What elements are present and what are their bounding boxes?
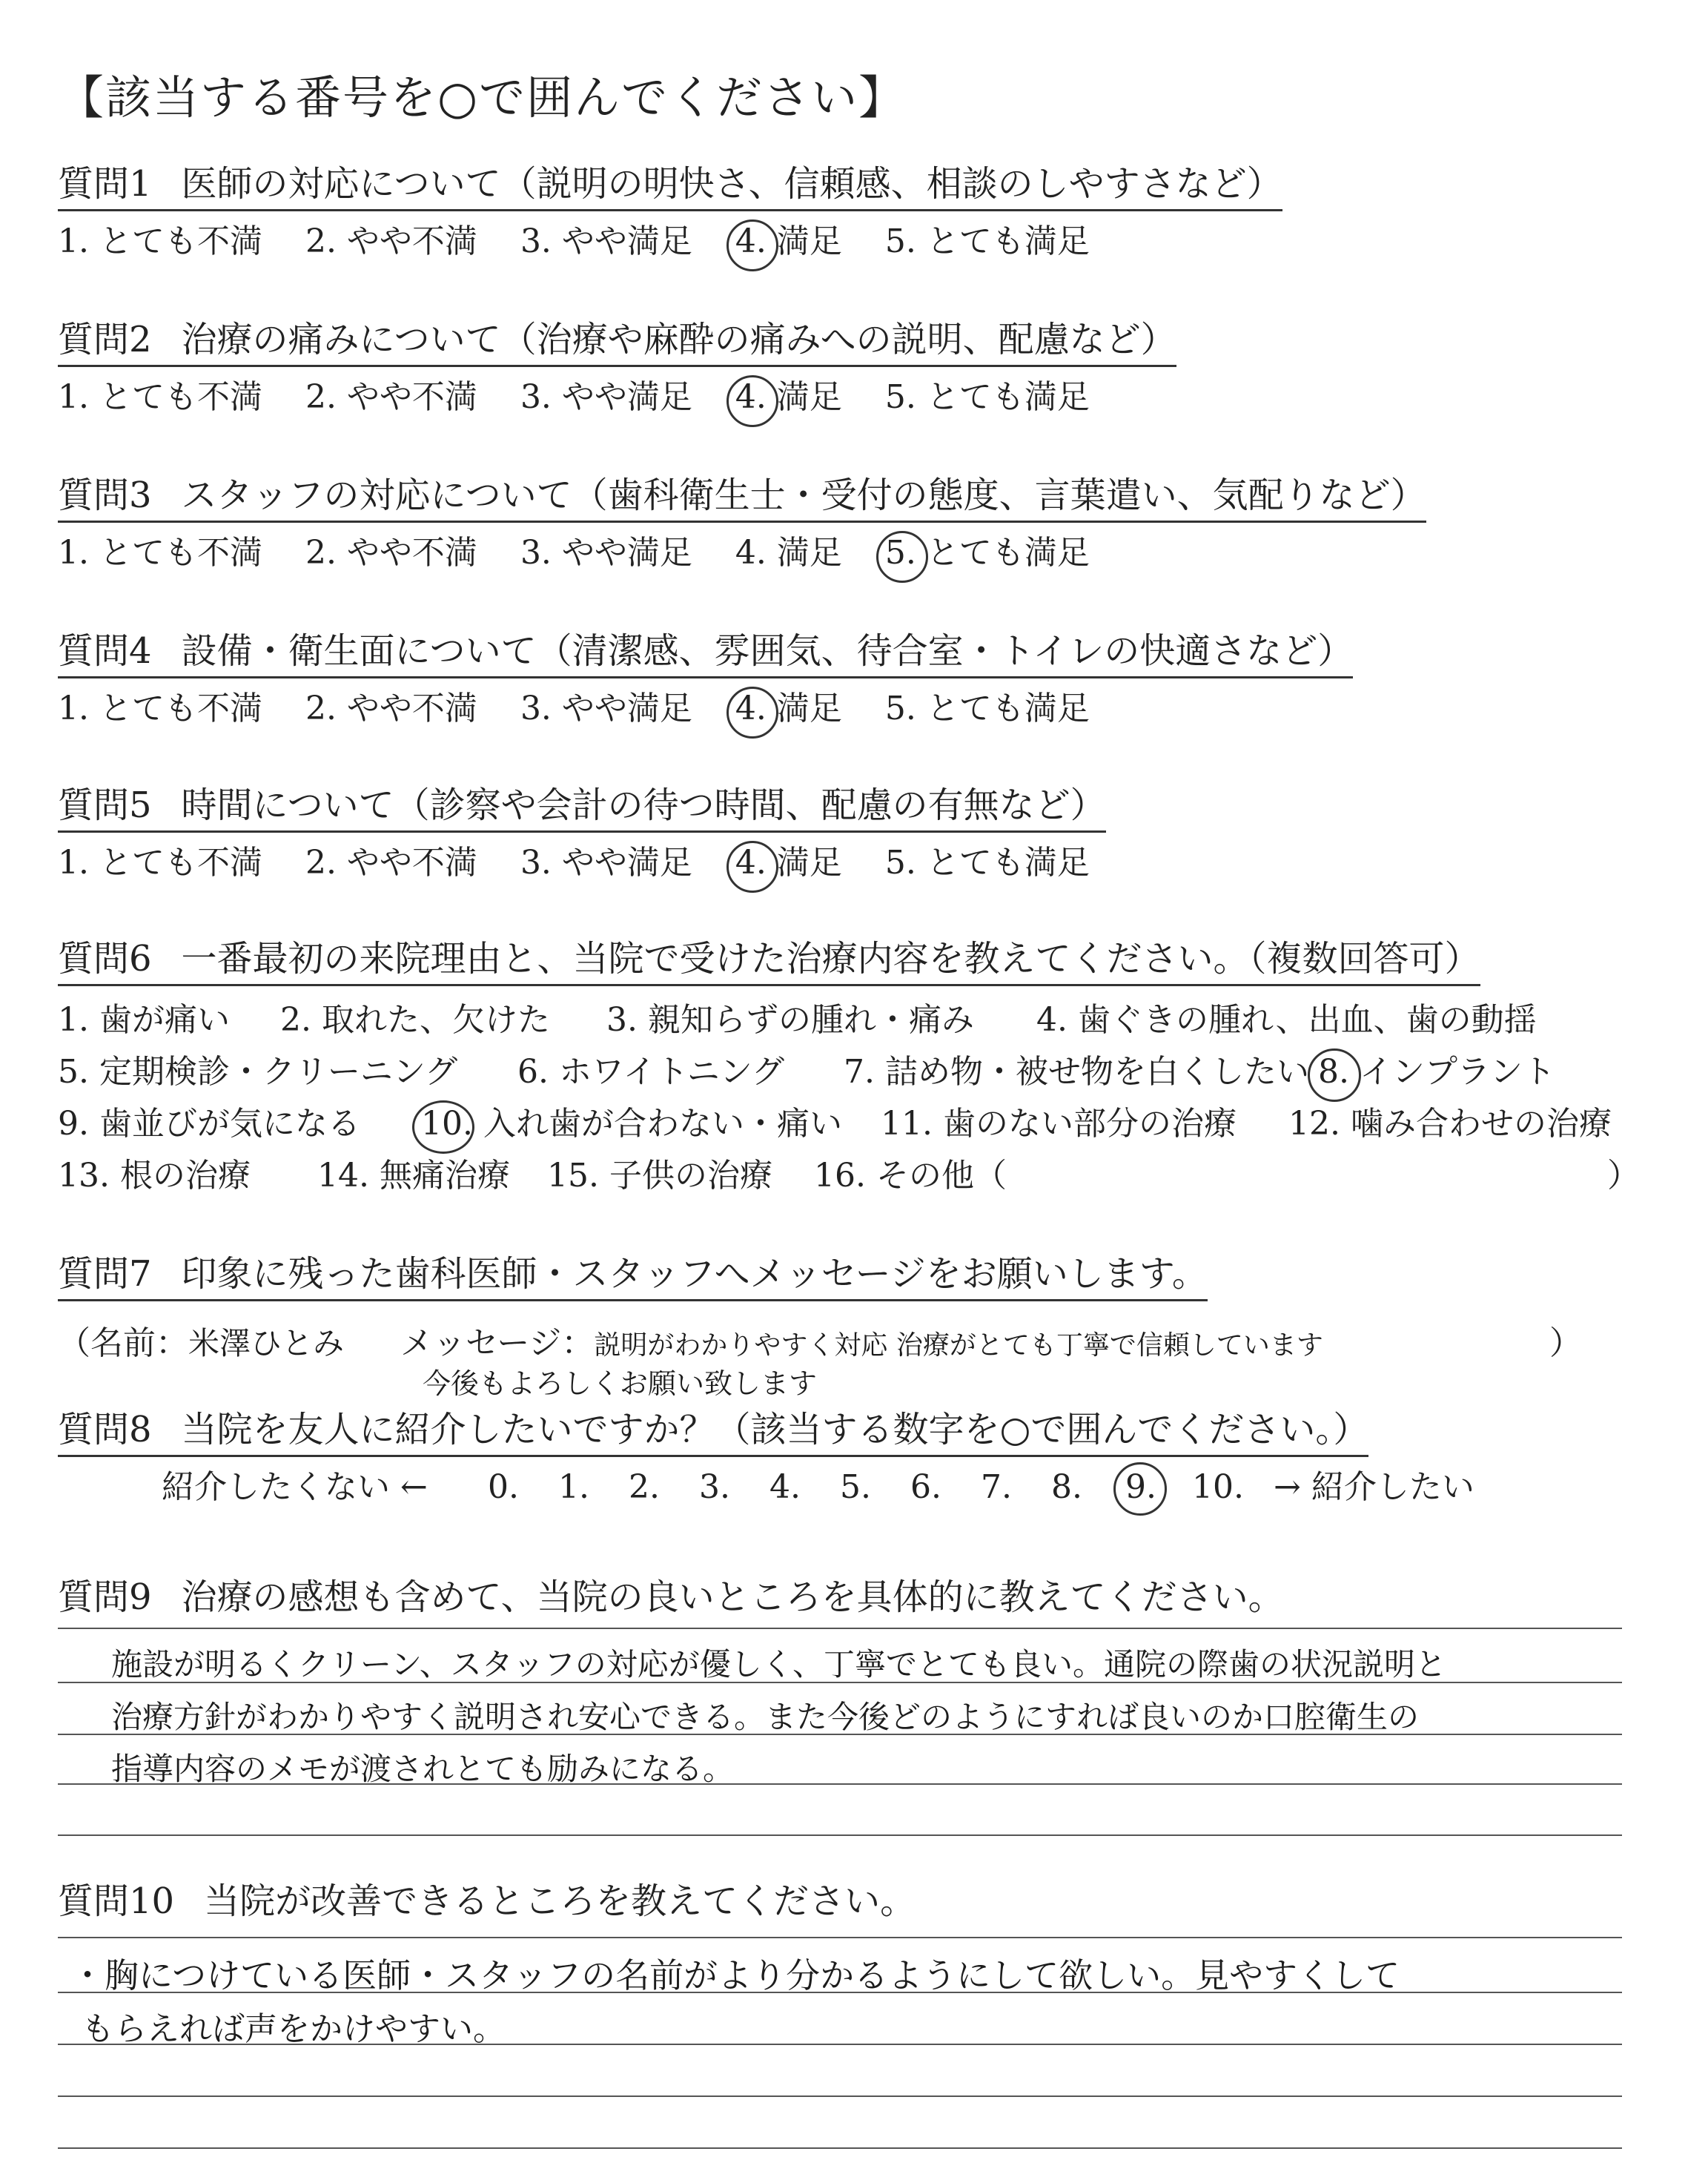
q6-circle-8	[1308, 1048, 1361, 1102]
q1-title	[58, 163, 1282, 211]
q2-option-3[interactable]: 3. やや満足	[520, 378, 692, 416]
q8-number-7[interactable]: 7.	[981, 1468, 1012, 1506]
q8-number-2[interactable]: 2.	[629, 1468, 660, 1506]
q10-rule-3	[58, 2044, 1622, 2045]
q9-rule-4	[58, 1783, 1622, 1785]
q4-options	[58, 690, 1133, 729]
q1-option-4[interactable]: 4. 満足	[735, 222, 842, 260]
q10-answer-line-1[interactable]: ・胸につけている医師・スタッフの名前がより分かるようにして欲しい。見やすくして	[70, 1955, 1400, 1995]
q2-option-1[interactable]: 1. とても不満	[58, 378, 262, 416]
q7-name-prefix: （名前：	[58, 1324, 188, 1362]
q8-left-label: 紹介したくない ←	[162, 1468, 428, 1506]
q10-rule-5	[58, 2147, 1622, 2149]
q6-option-6[interactable]: 6. ホワイトニング	[517, 1053, 785, 1091]
q8-label: 質問8	[58, 1409, 152, 1450]
q6-option-12[interactable]: 12. 噛み合わせの治療	[1288, 1105, 1612, 1143]
q10-rule-4	[58, 2095, 1622, 2097]
q6-option-14[interactable]: 14. 無痛治療	[317, 1157, 510, 1195]
q4-option-4[interactable]: 4. 満足	[735, 690, 842, 727]
q1-options	[58, 222, 1133, 262]
q3-option-3[interactable]: 3. やや満足	[520, 534, 692, 572]
q9-label: 質問9	[58, 1576, 152, 1618]
q6-title	[58, 938, 1480, 986]
q3-option-4[interactable]: 4. 満足	[735, 534, 842, 572]
q8-number-5[interactable]: 5.	[840, 1468, 871, 1506]
q5-option-4[interactable]: 4. 満足	[735, 844, 842, 882]
q9-title	[58, 1568, 1284, 1619]
q3-options	[58, 534, 1133, 573]
q9-rule-1	[58, 1628, 1622, 1629]
q2-title	[58, 319, 1176, 367]
q5-option-2[interactable]: 2. やや不満	[305, 844, 477, 882]
q4-option-2[interactable]: 2. やや不満	[305, 690, 477, 727]
q7-message-line-2[interactable]: 今後もよろしくお願い致します	[423, 1367, 818, 1400]
q6-option-7[interactable]: 7. 詰め物・被せ物を白くしたい	[844, 1053, 1309, 1091]
page-heading: 【該当する番号を○で囲んでください】	[58, 70, 907, 125]
q6-other-close: ）	[1607, 1157, 1640, 1195]
q6-label: 質問6	[58, 938, 152, 980]
q4-title	[58, 630, 1353, 678]
q8-number-3[interactable]: 3.	[699, 1468, 730, 1506]
q1-text: 医師の対応について（説明の明快さ、信頼感、相談のしやすさなど）	[181, 163, 1282, 205]
q2-option-4[interactable]: 4. 満足	[735, 378, 842, 416]
q7-text: 印象に残った歯科医師・スタッフへメッセージをお願いします。	[181, 1253, 1208, 1295]
q9-rule-3	[58, 1734, 1622, 1735]
q3-option-1[interactable]: 1. とても不満	[58, 534, 262, 572]
q2-option-5[interactable]: 5. とても満足	[884, 378, 1090, 416]
q2-label: 質問2	[58, 319, 152, 360]
q8-title	[58, 1409, 1368, 1457]
q6-option-2[interactable]: 2. 取れた、欠けた	[280, 1001, 550, 1039]
q1-option-2[interactable]: 2. やや不満	[305, 222, 477, 260]
q1-option-1[interactable]: 1. とても不満	[58, 222, 262, 260]
q2-option-2[interactable]: 2. やや不満	[305, 378, 477, 416]
q1-label: 質問1	[58, 163, 152, 205]
q8-number-0[interactable]: 0.	[488, 1468, 519, 1506]
q10-label: 質問10	[58, 1880, 175, 1922]
q4-text: 設備・衛生面について（清潔感、雰囲気、待合室・トイレの快適さなど）	[181, 630, 1354, 672]
q2-text: 治療の痛みについて（治療や麻酔の痛みへの説明、配慮など）	[181, 319, 1176, 360]
q6-option-3[interactable]: 3. 親知らずの腫れ・痛み	[606, 1001, 974, 1039]
q4-option-3[interactable]: 3. やや満足	[520, 690, 692, 727]
q10-answer-line-2[interactable]: もらえれば声をかけやすい。	[82, 2010, 506, 2048]
q1-option-3[interactable]: 3. やや満足	[520, 222, 692, 260]
q5-text: 時間について（診察や会計の待つ時間、配慮の有無など）	[181, 785, 1106, 826]
q4-label: 質問4	[58, 630, 152, 672]
q6-option-4[interactable]: 4. 歯ぐきの腫れ、出血、歯の動揺	[1036, 1001, 1537, 1039]
q3-label: 質問3	[58, 475, 152, 516]
q5-title	[58, 785, 1106, 833]
q7-message-row	[400, 1316, 1323, 1364]
q7-message-line-1[interactable]: 説明がわかりやすく対応 治療がとても丁寧で信頼しています	[594, 1330, 1323, 1361]
q7-label: 質問7	[58, 1253, 152, 1295]
q6-option-11[interactable]: 11. 歯のない部分の治療	[881, 1105, 1237, 1143]
q9-answer-line-1[interactable]: 施設が明るくクリーン、スタッフの対応が優しく、丁寧でとても良い。通院の際歯の状況説明と	[111, 1646, 1446, 1682]
q6-option-16[interactable]: 16. その他（	[814, 1157, 1007, 1195]
q6-option-1[interactable]: 1. 歯が痛い	[58, 1001, 230, 1039]
q8-number-6[interactable]: 6.	[910, 1468, 941, 1506]
q8-circle-9	[1113, 1462, 1167, 1516]
q6-text: 一番最初の来院理由と、当院で受けた治療内容を教えてください。（複数回答可）	[181, 938, 1480, 980]
q8-right-label: → 紹介したい	[1274, 1468, 1474, 1506]
q10-rule-2	[58, 1992, 1622, 1993]
q9-rule-2	[58, 1682, 1622, 1683]
q5-option-5[interactable]: 5. とても満足	[884, 844, 1090, 882]
q6-option-5[interactable]: 5. 定期検診・クリーニング	[58, 1053, 458, 1091]
q8-number-8[interactable]: 8.	[1051, 1468, 1082, 1506]
q6-circle-10	[412, 1100, 474, 1154]
q9-answer-line-3[interactable]: 指導内容のメモが渡されとても励みになる。	[111, 1751, 735, 1787]
q5-label: 質問5	[58, 785, 152, 826]
q4-option-5[interactable]: 5. とても満足	[884, 690, 1090, 727]
q10-rule-1	[58, 1937, 1622, 1938]
q1-option-5[interactable]: 5. とても満足	[884, 222, 1090, 260]
q5-options	[58, 844, 1133, 883]
q7-name-row	[58, 1316, 344, 1364]
q6-option-15[interactable]: 15. 子供の治療	[547, 1157, 772, 1195]
q9-answer-line-2[interactable]: 治療方針がわかりやすく説明され安心できる。また今後どのようにすれば良いのか口腔衛生の	[111, 1699, 1420, 1735]
q7-name-value[interactable]: 米澤ひとみ	[188, 1325, 345, 1361]
q6-option-10[interactable]: 10. 入れ歯が合わない・痛い	[421, 1105, 842, 1143]
q10-text: 当院が改善できるところを教えてください。	[204, 1880, 916, 1922]
q9-text: 治療の感想も含めて、当院の良いところを具体的に教えてください。	[181, 1576, 1284, 1618]
q2-options	[58, 378, 1133, 417]
q6-option-8[interactable]: 8. インプラント	[1318, 1053, 1555, 1091]
q4-option-1[interactable]: 1. とても不満	[58, 690, 262, 727]
q8-number-9[interactable]: 9.	[1125, 1468, 1156, 1506]
q8-number-10[interactable]: 10.	[1192, 1468, 1244, 1506]
q3-option-5[interactable]: 5. とても満足	[884, 534, 1090, 572]
q8-number-4[interactable]: 4.	[769, 1468, 801, 1506]
q3-title	[58, 475, 1426, 523]
q8-text: 当院を友人に紹介したいですか？（該当する数字を○で囲んでください。）	[181, 1409, 1369, 1450]
q7-title	[58, 1253, 1208, 1301]
q7-close-paren: ）	[1549, 1324, 1582, 1362]
q5-option-1[interactable]: 1. とても不満	[58, 844, 262, 882]
q8-number-1[interactable]: 1.	[558, 1468, 589, 1506]
q5-option-3[interactable]: 3. やや満足	[520, 844, 692, 882]
q3-text: スタッフの対応について（歯科衛生士・受付の態度、言葉遣い、気配りなど）	[181, 475, 1426, 516]
q3-option-2[interactable]: 2. やや不満	[305, 534, 477, 572]
q10-title	[58, 1872, 916, 1923]
q7-message-prefix: メッセージ：	[400, 1324, 595, 1362]
q9-rule-5	[58, 1834, 1622, 1836]
q6-option-13[interactable]: 13. 根の治療	[58, 1157, 251, 1195]
q6-option-9[interactable]: 9. 歯並びが気になる	[58, 1105, 360, 1143]
